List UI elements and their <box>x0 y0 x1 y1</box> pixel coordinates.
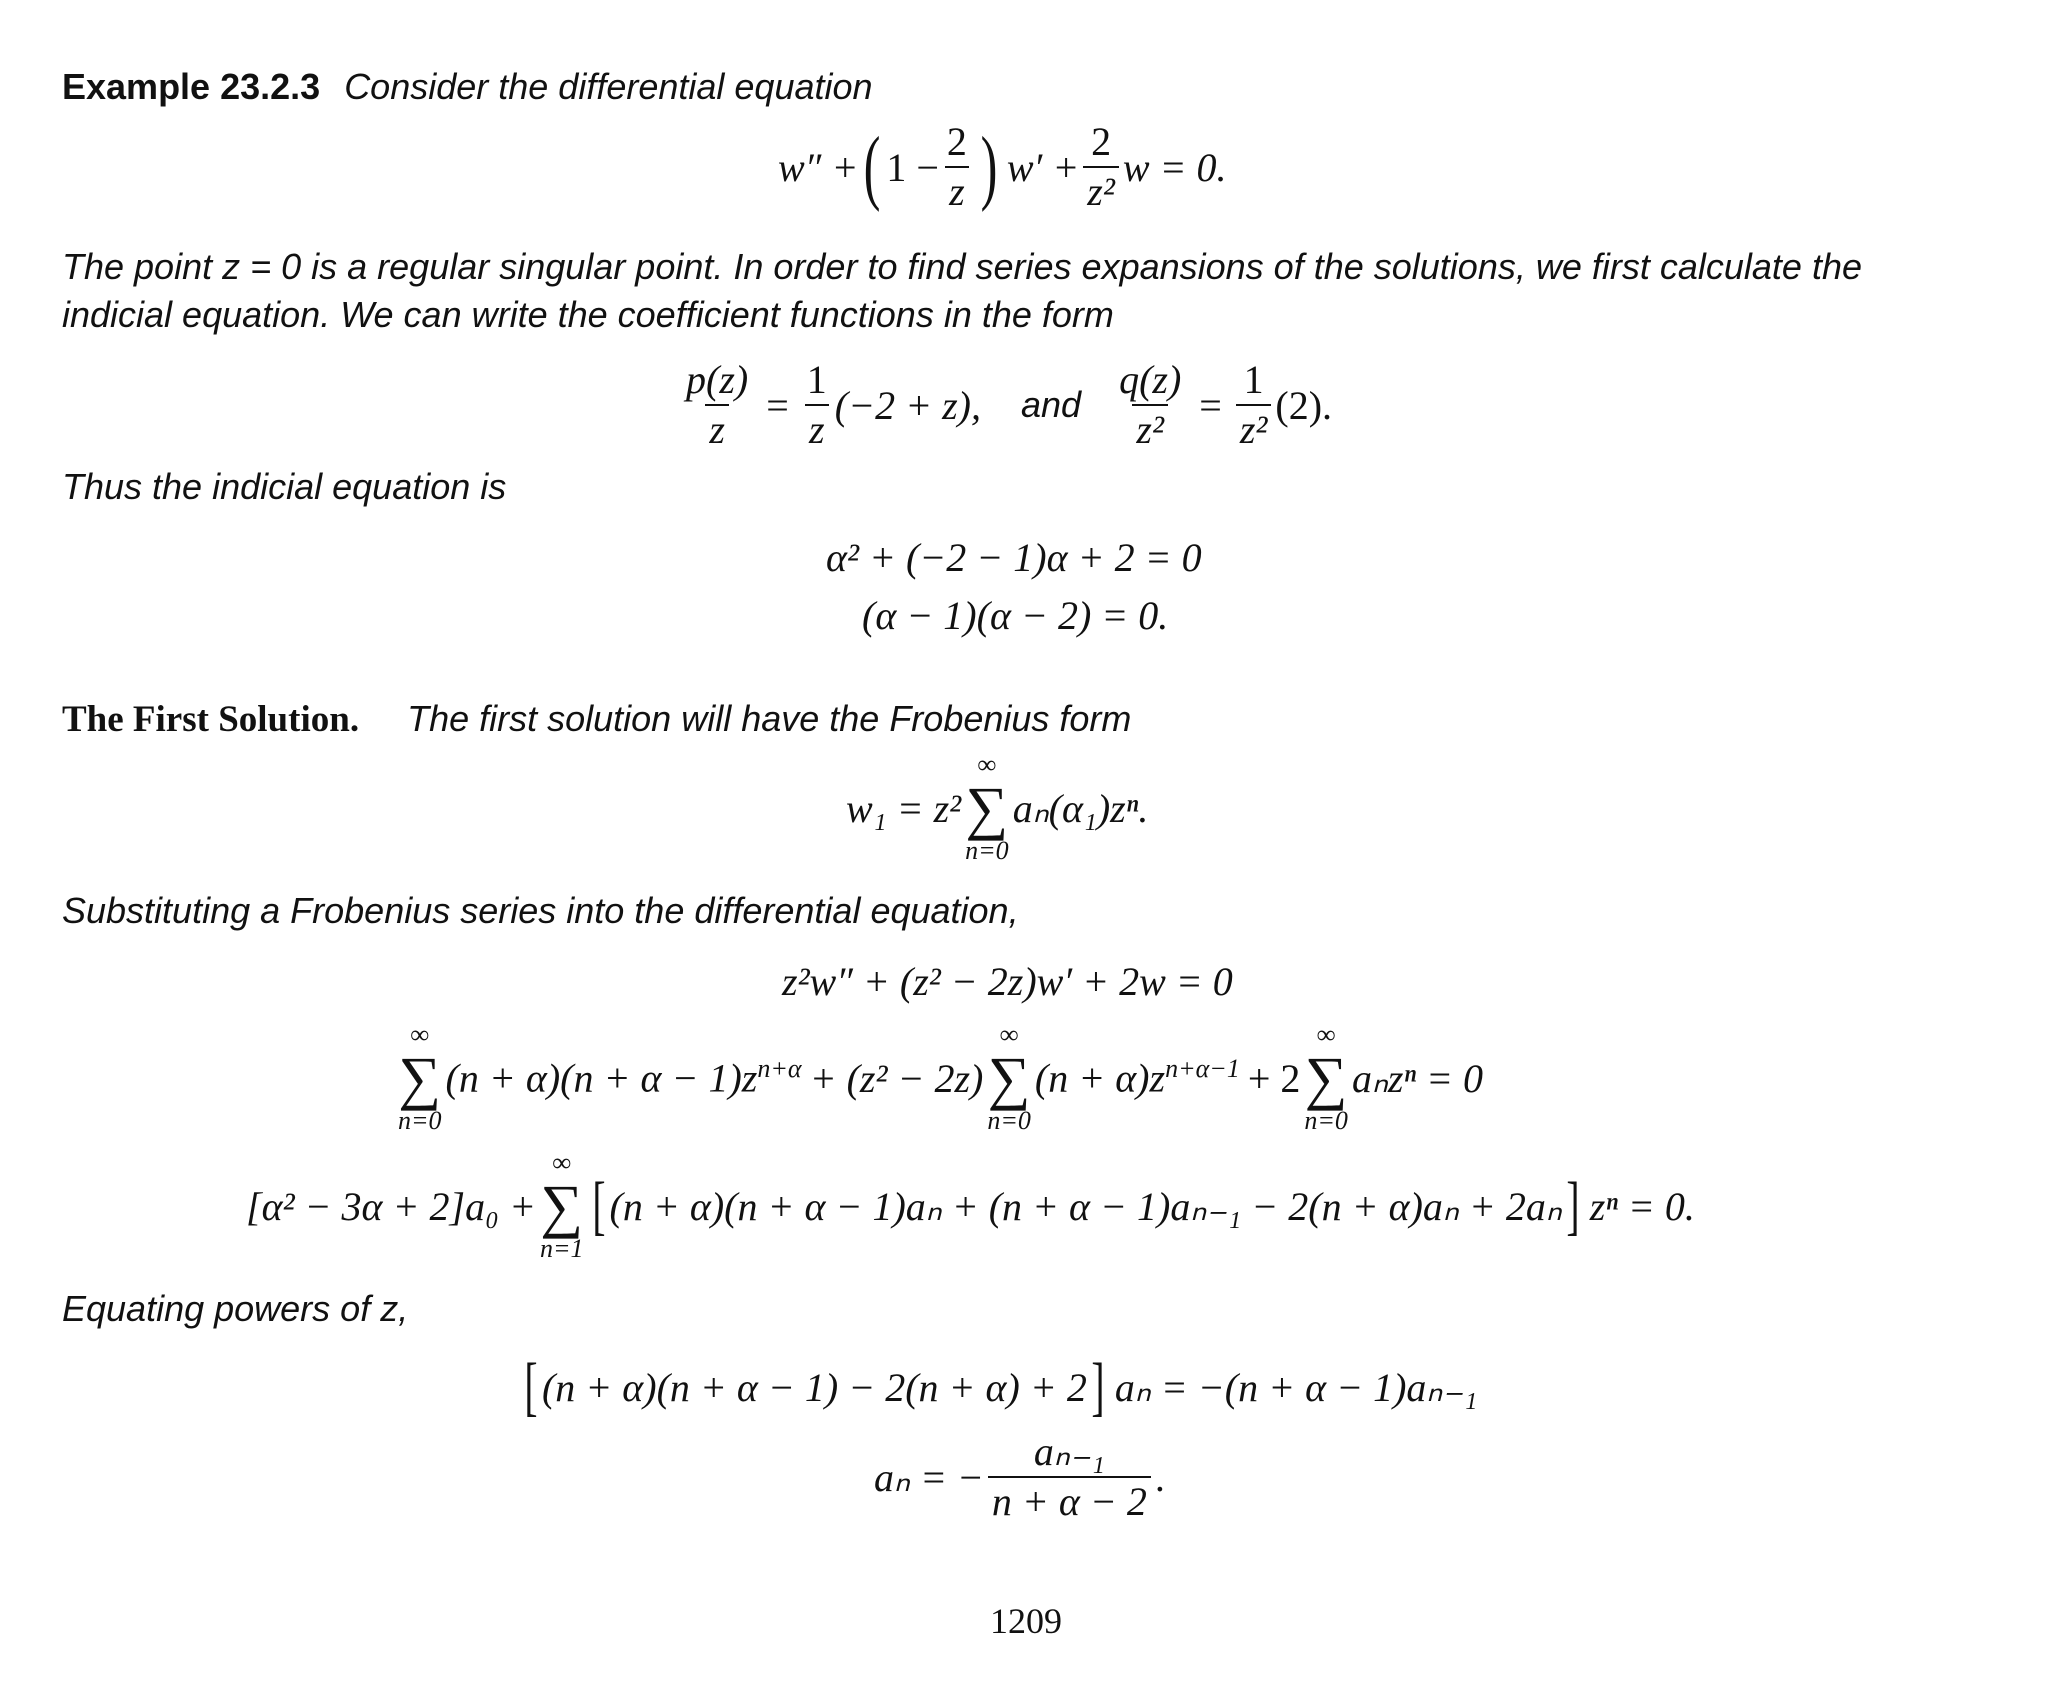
ode-tail: w = 0. <box>1122 144 1227 190</box>
coef-eq1: = <box>766 382 789 428</box>
subst-line-3 <box>246 1150 1695 1262</box>
p-tail: (−2 + z), <box>834 382 981 428</box>
first-solution-line <box>62 698 1131 741</box>
one-over-z2 <box>1236 357 1272 452</box>
q-tail: (2). <box>1275 382 1333 428</box>
ode-right-paren: ) <box>980 120 998 213</box>
ode-equation <box>778 119 1227 214</box>
subst2-term4: + 2 <box>1247 1055 1301 1101</box>
eq2-tail: . <box>1154 1454 1165 1500</box>
subst2-sum2 <box>987 1022 1031 1134</box>
paragraph-line-1: The point z = 0 is a regular singular point. In order to find series expansions of the solutions, we first calculate the <box>62 246 1862 287</box>
subst2-term3-text: (n + α)z <box>1034 1055 1166 1101</box>
ode-frac2-den: z² <box>1083 166 1119 212</box>
subst2-sigma1: ∑ <box>398 1045 442 1111</box>
q-frac-num: q(z) <box>1119 357 1182 402</box>
subst3-right-bracket: ] <box>1566 1169 1580 1242</box>
p-frac <box>682 357 752 452</box>
example-intro: Consider the differential equation <box>344 66 873 107</box>
p-frac-den: z <box>705 404 729 450</box>
example-heading-line <box>62 66 873 108</box>
ode-frac2-num: 2 <box>1091 119 1112 164</box>
equating-line-2 <box>874 1429 1165 1524</box>
ode-one-minus: 1 − <box>886 144 939 190</box>
coef-eq2: = <box>1199 382 1222 428</box>
subst2-sum1-top: ∞ <box>410 1020 430 1049</box>
eq1-inner: (n + α)(n + α − 1) − 2(n + α) + 2 <box>541 1364 1087 1410</box>
w1-equation <box>846 752 1148 864</box>
subst3-lead: [α² − 3α + 2]a₀ + <box>246 1183 536 1229</box>
equating-line-1 <box>520 1350 1478 1423</box>
equating-text: Equating powers of z, <box>62 1288 409 1329</box>
subst2-term3 <box>1035 1054 1240 1101</box>
subst2-sigma3: ∑ <box>1304 1045 1348 1111</box>
ode-frac1-den: z <box>945 166 969 212</box>
one-over-z-den: z <box>805 404 829 450</box>
one-over-z <box>803 357 831 452</box>
eq1-tail: aₙ = −(n + α − 1)aₙ₋₁ <box>1114 1364 1478 1410</box>
w1-sum <box>965 752 1009 864</box>
coef-and: and <box>1020 384 1082 425</box>
subst3-inner: (n + α)(n + α − 1)aₙ + (n + α − 1)aₙ₋₁ − 2(n + α)aₙ + 2aₙ <box>609 1183 1562 1229</box>
w1-rhs: aₙ(α₁)zⁿ. <box>1012 785 1149 831</box>
subst2-sum3 <box>1304 1022 1348 1134</box>
eq2-frac <box>988 1429 1151 1524</box>
one-over-z-num: 1 <box>806 357 827 402</box>
subst3-sum-top: ∞ <box>552 1148 572 1177</box>
w1-lhs: w₁ = z² <box>846 785 962 831</box>
first-solution-heading: The First Solution. <box>62 699 360 740</box>
q-frac <box>1115 357 1185 452</box>
thus-text: Thus the indicial equation is <box>62 466 507 507</box>
subst2-sum2-top: ∞ <box>999 1020 1019 1049</box>
one-over-z2-den: z² <box>1236 404 1272 450</box>
indicial-line-1: α² + (−2 − 1)α + 2 = 0 <box>826 535 1202 580</box>
subst3-sum <box>540 1150 584 1262</box>
subst3-left-bracket: [ <box>591 1169 606 1242</box>
eq2-frac-num: aₙ₋₁ <box>1033 1429 1105 1474</box>
coefficient-equation <box>678 357 1333 452</box>
subst3-sum-bottom: n=1 <box>540 1234 584 1263</box>
page-number: 1209 <box>990 1601 1062 1641</box>
ode-frac2 <box>1083 119 1119 214</box>
w1-sum-bottom: n=0 <box>965 836 1009 865</box>
example-label: Example 23.2.3 <box>62 66 321 107</box>
first-solution-text: The first solution will have the Frobenius form <box>407 698 1132 739</box>
subst3-sigma: ∑ <box>540 1173 584 1239</box>
subst2-term1 <box>446 1054 802 1101</box>
ode-frac1-num: 2 <box>946 119 967 164</box>
subst-line-1: z²w″ + (z² − 2z)w′ + 2w = 0 <box>782 959 1233 1004</box>
subst3-tail: zⁿ = 0. <box>1589 1183 1695 1229</box>
one-over-z2-num: 1 <box>1243 357 1264 402</box>
ode-frac1 <box>943 119 971 214</box>
indicial-line-2: (α − 1)(α − 2) = 0. <box>862 593 1169 638</box>
eq1-right-bracket: ] <box>1091 1350 1105 1423</box>
w1-sum-top: ∞ <box>977 750 997 779</box>
eq2-lhs: aₙ = − <box>874 1454 984 1500</box>
subst2-term2: + (z² − 2z) <box>809 1055 984 1101</box>
p-frac-num: p(z) <box>686 357 749 402</box>
w1-sigma: ∑ <box>965 775 1009 841</box>
subst2-sum1 <box>398 1022 442 1134</box>
paragraph-line-2: indicial equation. We can write the coefficient functions in the form <box>62 294 1114 335</box>
subst2-term1-exp: n+α <box>757 1054 802 1084</box>
ode-left-paren: ( <box>863 120 881 213</box>
ode-w2: w″ + <box>778 144 859 190</box>
subst-line-2 <box>394 1022 1483 1134</box>
ode-wprime: w′ + <box>1006 144 1080 190</box>
q-frac-den: z² <box>1132 404 1168 450</box>
subst2-sum3-top: ∞ <box>1316 1020 1336 1049</box>
subst2-term1-text: (n + α)(n + α − 1)z <box>445 1055 758 1101</box>
eq2-frac-den: n + α − 2 <box>988 1476 1151 1522</box>
subst2-sum2-bottom: n=0 <box>987 1106 1031 1135</box>
substituting-text: Substituting a Frobenius series into the differential equation, <box>62 890 1019 931</box>
subst2-term3-exp: n+α−1 <box>1165 1054 1240 1084</box>
subst2-term5: aₙzⁿ = 0 <box>1351 1055 1484 1101</box>
eq1-left-bracket: [ <box>524 1350 538 1423</box>
subst2-sum1-bottom: n=0 <box>398 1106 442 1135</box>
subst2-sigma2: ∑ <box>987 1045 1031 1111</box>
subst2-sum3-bottom: n=0 <box>1304 1106 1348 1135</box>
